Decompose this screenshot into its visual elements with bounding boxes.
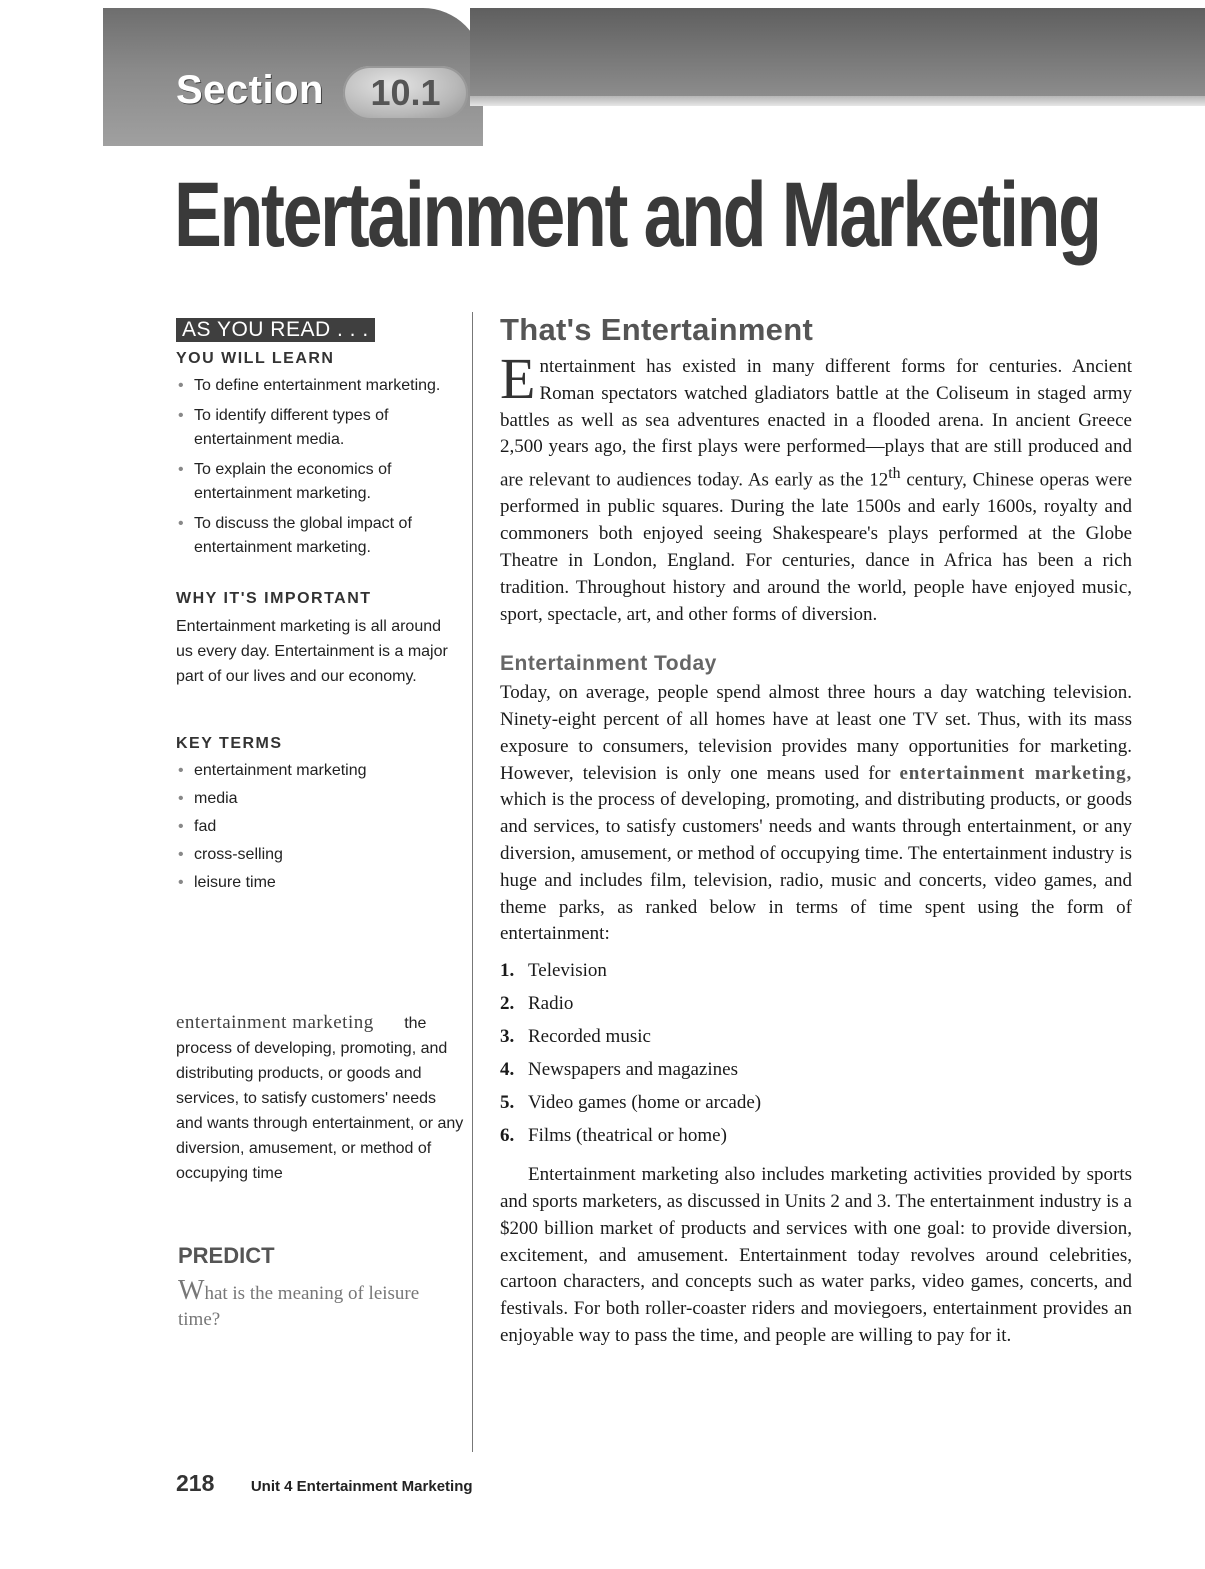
learn-item: • To explain the economics of entertainment marketing. (176, 458, 461, 506)
section-heading: That's Entertainment (500, 312, 814, 347)
main-column (500, 312, 1132, 1350)
important-text: Entertainment marketing is all around us every day. Entertainment is a major part of our lives and our economy. (176, 618, 448, 685)
list-item (500, 987, 1132, 1020)
learn-heading: YOU WILL LEARN (176, 350, 335, 367)
page-footer (176, 1470, 473, 1497)
list-text: Radio (528, 993, 574, 1015)
list-number: 2. (500, 993, 515, 1015)
predict-question-text: hat is the meaning of leisure time? (178, 1283, 420, 1330)
sidebar (176, 318, 461, 899)
learn-list (176, 374, 461, 560)
today-text-cont: which is the process of developing, promoting, and distributing products, or goods and services, to satisfy customers' needs and wants through entertainment, or any diversion, amusement, or method of occupying time. The entertainment industry is huge and includes film, television, radio, music and concerts, video games, and theme parks, as ranked below in terms of time spent using the form of entertainment: (500, 789, 1132, 945)
page-title: Entertainment and Marketing (174, 164, 1100, 266)
predict-initial: W (178, 1275, 205, 1306)
ranked-list (500, 954, 1132, 1152)
section-number-badge: 10.1 (343, 66, 468, 120)
learn-item: • To identify different types of entertainment media. (176, 404, 461, 452)
list-number: 4. (500, 1059, 515, 1081)
definition-term: entertainment marketing (176, 1012, 374, 1033)
list-item (500, 1086, 1132, 1119)
list-item (500, 1020, 1132, 1053)
superscript-th: th (888, 465, 901, 483)
key-term: • media (176, 787, 461, 811)
list-item (500, 1119, 1132, 1152)
key-terms-heading: KEY TERMS (176, 735, 283, 752)
banner-strip (470, 8, 1205, 96)
list-text: Video games (home or arcade) (528, 1092, 762, 1114)
column-divider (472, 312, 473, 1452)
key-term: • cross-selling (176, 843, 461, 867)
key-terms-list (176, 759, 461, 895)
list-number: 3. (500, 1026, 515, 1048)
list-number: 6. (500, 1125, 515, 1147)
list-text: Newspapers and magazines (528, 1059, 738, 1081)
list-item (500, 954, 1132, 987)
list-text: Recorded music (528, 1026, 651, 1048)
banner-strip-shadow (470, 96, 1205, 106)
today-paragraph (500, 680, 1132, 948)
learn-item: • To discuss the global impact of entertainment marketing. (176, 512, 461, 560)
subheading: Entertainment Today (500, 652, 717, 676)
key-term: • fad (176, 815, 461, 839)
intro-text: ntertainment has existed in many different forms for centuries. Ancient Roman spectators watched gladiators battle at the Coliseum in staged army battles as well as sea adventures enacted in a flooded arena. In ancient Greece 2,500 years ago, the first plays were performed—plays that are still produced and are relevant to audiences today. As early as the 12 (500, 356, 1132, 491)
predict-label: PREDICT (178, 1243, 275, 1268)
page-number: 218 (176, 1470, 215, 1496)
key-term-highlight: entertainment marketing, (899, 762, 1133, 784)
definition-box (176, 1010, 466, 1186)
today-text: Today, on average, people spend almost three hours a day watching television. Ninety-eight percent of all homes have at least one TV set. Thus, with its mass exposure to consumers, television provides many opportunities for marketing. However, television is only one means used for (500, 682, 1132, 784)
list-text: Television (528, 960, 607, 982)
definition-text: the process of developing, promoting, and distributing products, or goods and services, to satisfy customers' needs and wants through entertainment, or any diversion, amusement, or method of occupying time (176, 1015, 464, 1182)
section-label: Section (176, 68, 324, 112)
intro-paragraph (500, 346, 1132, 628)
intro-text-cont: century, Chinese operas were performed in public squares. During the late 1500s and early 1600s, royalty and commoners both enjoyed seeing Shakespeare's plays performed at the Globe Theatre in London, England. For centuries, dance in Africa has been a rich tradition. Throughout history and around the world, people have enjoyed music, sport, spectacle, art, and other forms of diversion. (500, 469, 1132, 625)
important-heading: WHY IT'S IMPORTANT (176, 590, 372, 607)
unit-label: Unit 4 Entertainment Marketing (250, 1478, 473, 1495)
drop-cap: E (500, 346, 536, 411)
list-number: 1. (500, 960, 515, 982)
learn-item: • To define entertainment marketing. (176, 374, 461, 398)
key-term: • entertainment marketing (176, 759, 461, 783)
list-text: Films (theatrical or home) (528, 1125, 727, 1147)
list-item (500, 1053, 1132, 1086)
closing-paragraph: Entertainment marketing also includes marketing activities provided by sports and sports marketers, as discussed in Units 2 and 3. The entertainment industry is a $200 billion market of products and services with one goal: to provide diversion, excitement, and amusement. Entertainment today revolves around celebrities, cartoon characters, and concepts such as water parks, video games, concerts, and festivals. For both roller-coaster riders and moviegoers, entertainment provides an enjoyable way to pass the time, and people are willing to pay for it. (500, 1164, 1132, 1347)
as-you-read-banner: AS YOU READ . . . (176, 318, 375, 342)
predict-question (178, 1275, 448, 1333)
key-term: • leisure time (176, 871, 461, 895)
list-number: 5. (500, 1092, 515, 1114)
